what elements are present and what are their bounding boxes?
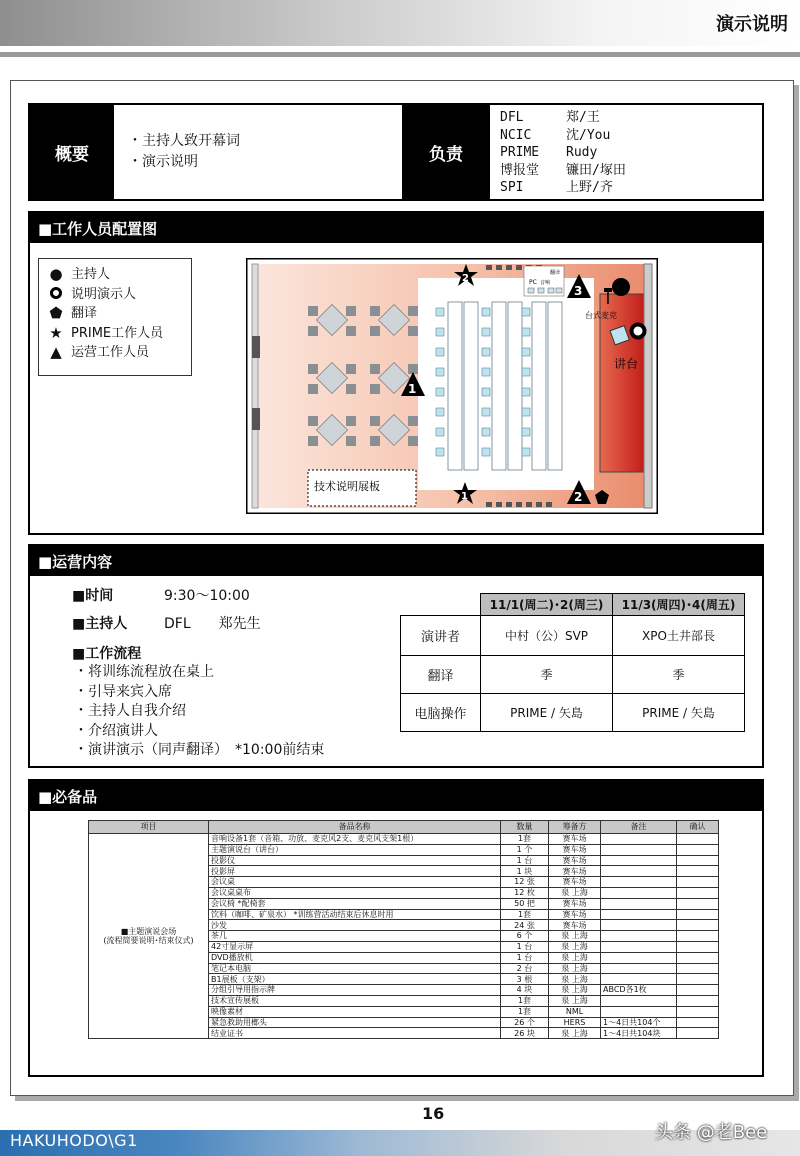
- legend-item: [45, 324, 191, 344]
- cell: 中村（公）SVP: [481, 616, 613, 656]
- svg-text:2: 2: [462, 273, 469, 284]
- item-confirm: [677, 909, 719, 920]
- item-confirm: [677, 974, 719, 985]
- item-confirm: [677, 877, 719, 888]
- org: SPI: [500, 180, 524, 195]
- floor-plan: [246, 258, 658, 514]
- item-qty: 6 个: [501, 931, 549, 942]
- item-confirm: [677, 866, 719, 877]
- item-name: 投影仪: [209, 855, 501, 866]
- item-provider: 赛车场: [549, 909, 601, 920]
- date-col-1: 11/1(周二)･2(周三): [481, 594, 613, 616]
- flow-label: ■工作流程: [72, 646, 142, 662]
- item-name: 音响设备1套（音箱、功放、麦克风2支、麦克风支架1根）: [209, 834, 501, 845]
- map-legend: [38, 258, 192, 376]
- table-row: [89, 834, 719, 845]
- circle-filled-icon: ●: [49, 265, 63, 283]
- person: 郑/王: [566, 110, 600, 125]
- equipment-table: [88, 820, 719, 1039]
- flow-item: ・演讲演示（同声翻译） *10:00前结束: [74, 742, 325, 758]
- item-note: [601, 941, 677, 952]
- equipment-heading: ■必备品: [28, 779, 764, 811]
- responsible-row: [500, 162, 626, 180]
- item-qty: 1套: [501, 834, 549, 845]
- item-provider: 泉 上海: [549, 952, 601, 963]
- category-cell: [89, 834, 209, 1039]
- legend-item: [45, 304, 191, 324]
- item-note: [601, 931, 677, 942]
- svg-text:1: 1: [408, 382, 417, 396]
- item-confirm: [677, 1028, 719, 1039]
- item-qty: 1 台: [501, 952, 549, 963]
- responsible-row: [500, 179, 626, 197]
- item-qty: 50 把: [501, 898, 549, 909]
- item-provider: 泉 上海: [549, 985, 601, 996]
- item-note: [601, 844, 677, 855]
- mic-label: 台式麦克: [585, 311, 617, 320]
- item-confirm: [677, 887, 719, 898]
- item-qty: 2 台: [501, 963, 549, 974]
- flow-item: ・引导来宾入席: [74, 683, 172, 700]
- svg-text:1: 1: [461, 491, 468, 502]
- summary-items: [114, 105, 402, 199]
- category-title: ■主题演说会场: [120, 926, 177, 936]
- footer-logo: HAKUHODO\G1: [10, 1131, 138, 1150]
- date-col-2: 11/3(周四)･4(周五): [613, 594, 745, 616]
- org: DFL: [500, 110, 524, 125]
- item-provider: 赛车场: [549, 855, 601, 866]
- col-header: 数量: [501, 821, 549, 834]
- responsible-label: 负责: [402, 105, 490, 199]
- item-note: [601, 974, 677, 985]
- item-name: 结业证书: [209, 1028, 501, 1039]
- item-qty: 1 台: [501, 941, 549, 952]
- col-header: 筹备方: [549, 821, 601, 834]
- item-provider: 泉 上海: [549, 963, 601, 974]
- item-name: 笔记本电脑: [209, 963, 501, 974]
- item-note: 1～4日共104个: [601, 1017, 677, 1028]
- item-name: 紧急救助用榔头: [209, 1017, 501, 1028]
- item-provider: 泉 上海: [549, 995, 601, 1006]
- legend-label: 说明演示人: [71, 286, 137, 302]
- item-confirm: [677, 963, 719, 974]
- page-number: 16: [422, 1104, 445, 1123]
- triangle-icon: ▲: [50, 343, 62, 361]
- legend-label: 运营工作人员: [71, 345, 150, 360]
- summary-block: [28, 103, 764, 201]
- item-provider: 赛车场: [549, 877, 601, 888]
- item-note: 1～4日共104块: [601, 1028, 677, 1039]
- cell: PRIME / 矢島: [481, 694, 613, 732]
- item-provider: 赛车场: [549, 920, 601, 931]
- item-note: [601, 877, 677, 888]
- org: NCIC: [500, 127, 532, 143]
- item-qty: 1 块: [501, 866, 549, 877]
- person: 镰田/塚田: [566, 162, 626, 178]
- flow-item: ・将训练流程放在桌上: [74, 664, 214, 680]
- item-provider: 赛车场: [549, 844, 601, 855]
- equipment-rows: [89, 834, 719, 1039]
- item-qty: 3 根: [501, 974, 549, 985]
- col-header: 备注: [601, 821, 677, 834]
- time-value: 9:30～10:00: [164, 588, 250, 604]
- item-name: 映像素材: [209, 1006, 501, 1017]
- flow-list: [74, 663, 324, 761]
- presenter-marker: [632, 325, 645, 338]
- legend-item: [45, 265, 191, 285]
- item-name: 会议桌: [209, 877, 501, 888]
- svg-text:3: 3: [574, 284, 583, 298]
- cell: XPO土井部長: [613, 616, 745, 656]
- summary-item: ・主持人致开幕词: [128, 133, 240, 149]
- item-note: [601, 1006, 677, 1017]
- responsible-row: [500, 109, 626, 127]
- item-qty: 12 枚: [501, 887, 549, 898]
- conference-tables: [448, 302, 562, 470]
- item-note: [601, 909, 677, 920]
- star-icon: ★: [49, 323, 63, 342]
- right-wall: [644, 264, 652, 508]
- legend-label: 翻译: [71, 306, 98, 321]
- person: 上野/齐: [566, 180, 613, 195]
- item-qty: 26 块: [501, 1028, 549, 1039]
- item-qty: 24 张: [501, 920, 549, 931]
- top-divider: [0, 52, 800, 57]
- svg-text:2: 2: [574, 490, 583, 504]
- cell: 季: [481, 656, 613, 694]
- stage: [600, 294, 644, 472]
- item-qty: 1 个: [501, 844, 549, 855]
- host-value: DFL 郑先生: [164, 616, 261, 632]
- staff-map-heading: ■工作人员配置图: [28, 211, 764, 243]
- item-provider: 赛车场: [549, 866, 601, 877]
- watermark: 头条 @老Bee: [655, 1122, 768, 1143]
- item-provider: 泉 上海: [549, 931, 601, 942]
- item-note: [601, 855, 677, 866]
- time-label: ■时间: [72, 588, 114, 604]
- org: PRIME: [500, 145, 540, 160]
- item-name: 饮料（咖啡、矿泉水） *训练营活动结束后休息时用: [209, 909, 501, 920]
- responsible-row: [500, 144, 626, 162]
- item-name: 投影屏: [209, 866, 501, 877]
- legend-label: 主持人: [71, 267, 111, 282]
- item-qty: 26 个: [501, 1017, 549, 1028]
- responsible-row: [500, 127, 626, 145]
- item-qty: 12 张: [501, 877, 549, 888]
- item-provider: 泉 上海: [549, 974, 601, 985]
- item-qty: 4 块: [501, 985, 549, 996]
- item-note: [601, 898, 677, 909]
- item-confirm: [677, 1006, 719, 1017]
- mixer-label: 音响: [540, 280, 551, 286]
- item-note: ABCD各1枚: [601, 985, 677, 996]
- item-confirm: [677, 952, 719, 963]
- item-name: 技术宣传展板: [209, 995, 501, 1006]
- row-label: 演讲者: [401, 616, 481, 656]
- responsible-list: [490, 105, 626, 199]
- host-label: ■主持人: [72, 616, 128, 632]
- item-provider: 泉 上海: [549, 887, 601, 898]
- translate-label: 翻译: [550, 270, 561, 276]
- item-confirm: [677, 898, 719, 909]
- item-name: 42寸显示屏: [209, 941, 501, 952]
- item-confirm: [677, 941, 719, 952]
- item-provider: 赛车场: [549, 898, 601, 909]
- person: 沈/You: [566, 127, 611, 143]
- flow-item: ・介绍演讲人: [74, 722, 158, 739]
- left-wall: [252, 264, 258, 508]
- item-name: DVD播放机: [209, 952, 501, 963]
- col-header: 项目: [89, 821, 209, 834]
- circle-ring-icon: [45, 285, 67, 305]
- item-name: B1展板（支架）: [209, 974, 501, 985]
- item-note: [601, 952, 677, 963]
- flow-item: ・主持人自我介绍: [74, 703, 186, 719]
- category-subtitle: (流程简要说明･结束仪式): [103, 936, 194, 946]
- item-confirm: [677, 995, 719, 1006]
- item-provider: 泉 上海: [549, 941, 601, 952]
- item-provider: HERS: [549, 1017, 601, 1028]
- operations-heading: ■运营内容: [28, 544, 764, 576]
- summary-item: ・演示说明: [128, 154, 198, 170]
- item-note: [601, 995, 677, 1006]
- item-note: [601, 963, 677, 974]
- item-confirm: [677, 844, 719, 855]
- row-label: 翻译: [401, 656, 481, 694]
- summary-label: 概要: [30, 105, 114, 199]
- item-note: [601, 920, 677, 931]
- row-label: 电脑操作: [401, 694, 481, 732]
- tech-board-label: 技术说明展板: [314, 480, 380, 493]
- item-qty: 1套: [501, 909, 549, 920]
- pentagon-icon: ⬟: [49, 304, 63, 322]
- host-marker: [612, 278, 630, 296]
- col-header: 确认: [677, 821, 719, 834]
- item-qty: 1套: [501, 995, 549, 1006]
- item-name: 会议椅 *配椅套: [209, 898, 501, 909]
- page-title: 演示说明: [716, 14, 788, 35]
- item-provider: 泉 上海: [549, 1028, 601, 1039]
- person: Rudy: [566, 145, 598, 160]
- item-name: 主题演说台（讲台）: [209, 844, 501, 855]
- item-confirm: [677, 985, 719, 996]
- item-qty: 1 台: [501, 855, 549, 866]
- item-name: 沙发: [209, 920, 501, 931]
- item-name: 会议桌桌布: [209, 887, 501, 898]
- item-confirm: [677, 920, 719, 931]
- item-provider: NML: [549, 1006, 601, 1017]
- item-note: [601, 887, 677, 898]
- legend-item: [45, 343, 191, 363]
- item-name: 茶几: [209, 931, 501, 942]
- legend-item: [45, 285, 191, 305]
- top-gradient-bar: [0, 0, 800, 46]
- operations-table: [400, 593, 745, 732]
- item-confirm: [677, 1017, 719, 1028]
- cell: 季: [613, 656, 745, 694]
- item-qty: 1套: [501, 1006, 549, 1017]
- podium-label: 讲台: [614, 357, 639, 371]
- item-name: 分组引导用指示牌: [209, 985, 501, 996]
- legend-label: PRIME工作人员: [71, 325, 164, 341]
- mic-base: [604, 288, 612, 292]
- item-note: [601, 834, 677, 845]
- item-confirm: [677, 931, 719, 942]
- cell: PRIME / 矢島: [613, 694, 745, 732]
- item-note: [601, 866, 677, 877]
- item-confirm: [677, 855, 719, 866]
- item-provider: 赛车场: [549, 834, 601, 845]
- col-header: 备品名称: [209, 821, 501, 834]
- pc-label: PC: [529, 279, 537, 286]
- item-confirm: [677, 834, 719, 845]
- org: 博报堂: [500, 162, 540, 178]
